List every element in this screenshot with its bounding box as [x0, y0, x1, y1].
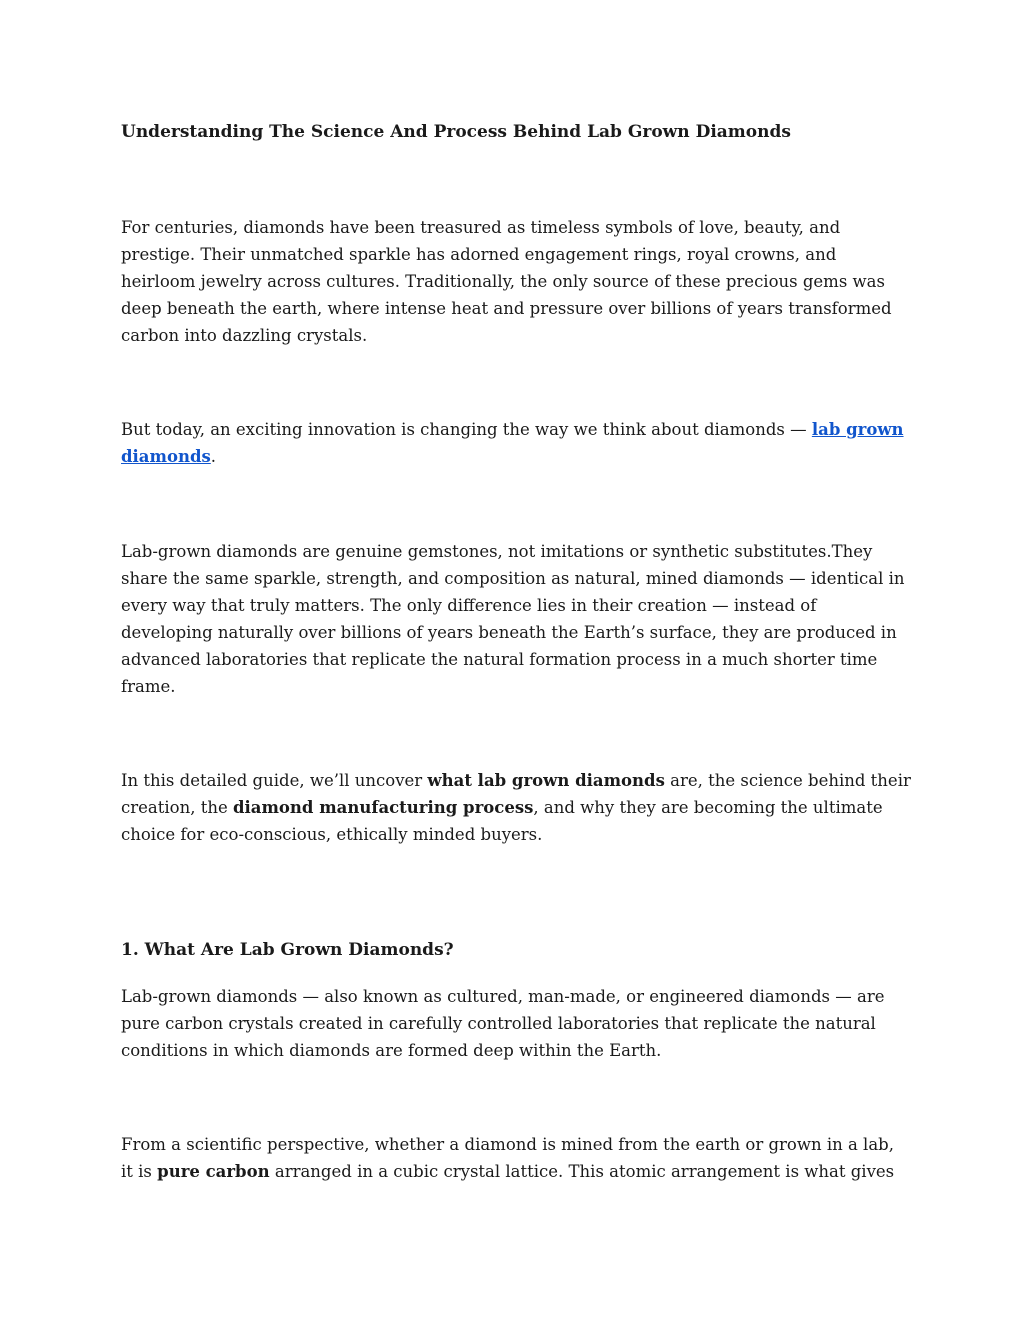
- science-bold-1: pure carbon: [157, 1162, 270, 1181]
- innovation-text-end: .: [210, 447, 217, 466]
- guide-bold-1: what lab grown diamonds: [427, 771, 665, 790]
- genuine-gemstones-paragraph: Lab-grown diamonds are genuine gemstones, not imitations or synthetic substitutes.They share the same sparkle, strength, and composition as natural, mined diamonds — identical in every way that truly matters. The only difference lies in their creation — instead of developing naturally over billions of years beneath the Earth’s surface, they are produced in advanced laboratories that replicate the natural formation process in a much shorter time frame.: [121, 542, 905, 696]
- guide-text-3: , and why they are becoming the ultimate choice for eco-conscious, ethically minded buyers.: [121, 798, 883, 844]
- definition-paragraph: Lab-grown diamonds — also known as cultured, man-made, or engineered diamonds — are pure carbon crystals created in carefully controlled laboratories that replicate the natural conditions in which diamonds are formed deep within the Earth.: [121, 987, 885, 1060]
- guide-text-1: In this detailed guide, we’ll uncover: [121, 771, 428, 790]
- guide-bold-2: diamond manufacturing process: [232, 798, 534, 817]
- innovation-text: But today, an exciting innovation is changing the way we think about diamonds —: [121, 420, 812, 439]
- guide-overview-paragraph: [121, 767, 911, 848]
- scientific-perspective-paragraph: [121, 1131, 911, 1185]
- lab-grown-diamonds-link[interactable]: lab grown diamonds: [121, 420, 904, 466]
- document-title: Understanding The Science And Process Behind Lab Grown Diamonds: [121, 122, 791, 142]
- guide-text-2: are, the science behind their creation, the: [121, 771, 911, 817]
- science-text-1: From a scientific perspective, whether a diamond is mined from the earth or grown in a lab, it is: [121, 1135, 894, 1181]
- innovation-paragraph: [121, 416, 911, 470]
- intro-paragraph: For centuries, diamonds have been treasured as timeless symbols of love, beauty, and prestige. Their unmatched sparkle has adorned engagement rings, royal crowns, and heirloom jewelry across cultures. Traditionally, the only source of these precious gems was deep beneath the earth, where intense heat and pressure over billions of years transformed carbon into dazzling crystals.: [121, 218, 892, 345]
- section-heading-what-are: 1. What Are Lab Grown Diamonds?: [121, 940, 454, 960]
- science-text-2: arranged in a cubic crystal lattice. This atomic arrangement is what gives: [269, 1162, 895, 1181]
